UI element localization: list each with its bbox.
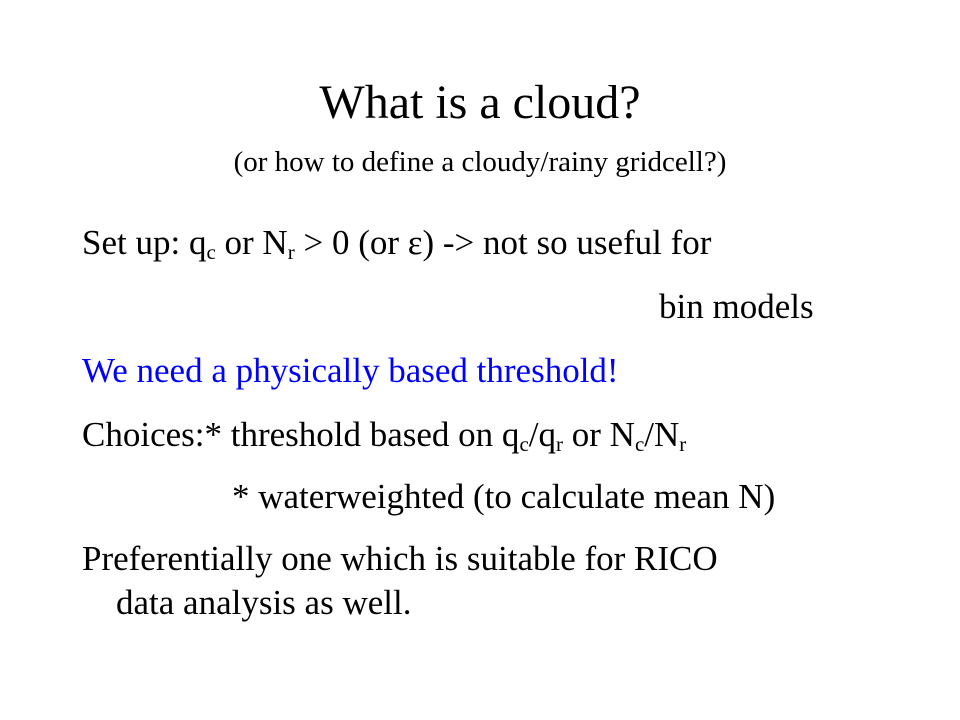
choices-second-line: * waterweighted (to calculate mean N) [232,477,776,516]
slide-title: What is a cloud? [319,76,641,129]
choices-prefix: Choices:* threshold based on q [82,415,520,454]
setup-line [82,221,711,265]
choices-or-n: or N [563,415,635,454]
preferential-line-2: data analysis as well. [116,583,412,622]
choices-sub-c1: c [519,432,529,456]
setup-rest: > 0 (or ε) -> not so useful for [294,223,712,262]
choices-sub-c2: c [634,432,645,456]
slide-subtitle: (or how to define a cloudy/rainy gridcell?) [233,146,727,178]
choices-line [82,413,686,457]
setup-sub-c: c [206,240,216,264]
choices-slash-n: /N [644,415,680,454]
setup-or-n: or N [215,223,288,262]
choices-sub-r1: r [556,432,563,456]
setup-continuation: bin models [659,287,814,326]
preferential-line-1: Preferentially one which is suitable for RICO [82,539,718,578]
choices-slash-q: /q [528,415,556,454]
choices-sub-r2: r [679,432,687,456]
physical-threshold-line: We need a physically based threshold! [82,351,619,390]
setup-prefix: Set up: q [82,223,207,262]
setup-sub-r: r [287,240,295,264]
